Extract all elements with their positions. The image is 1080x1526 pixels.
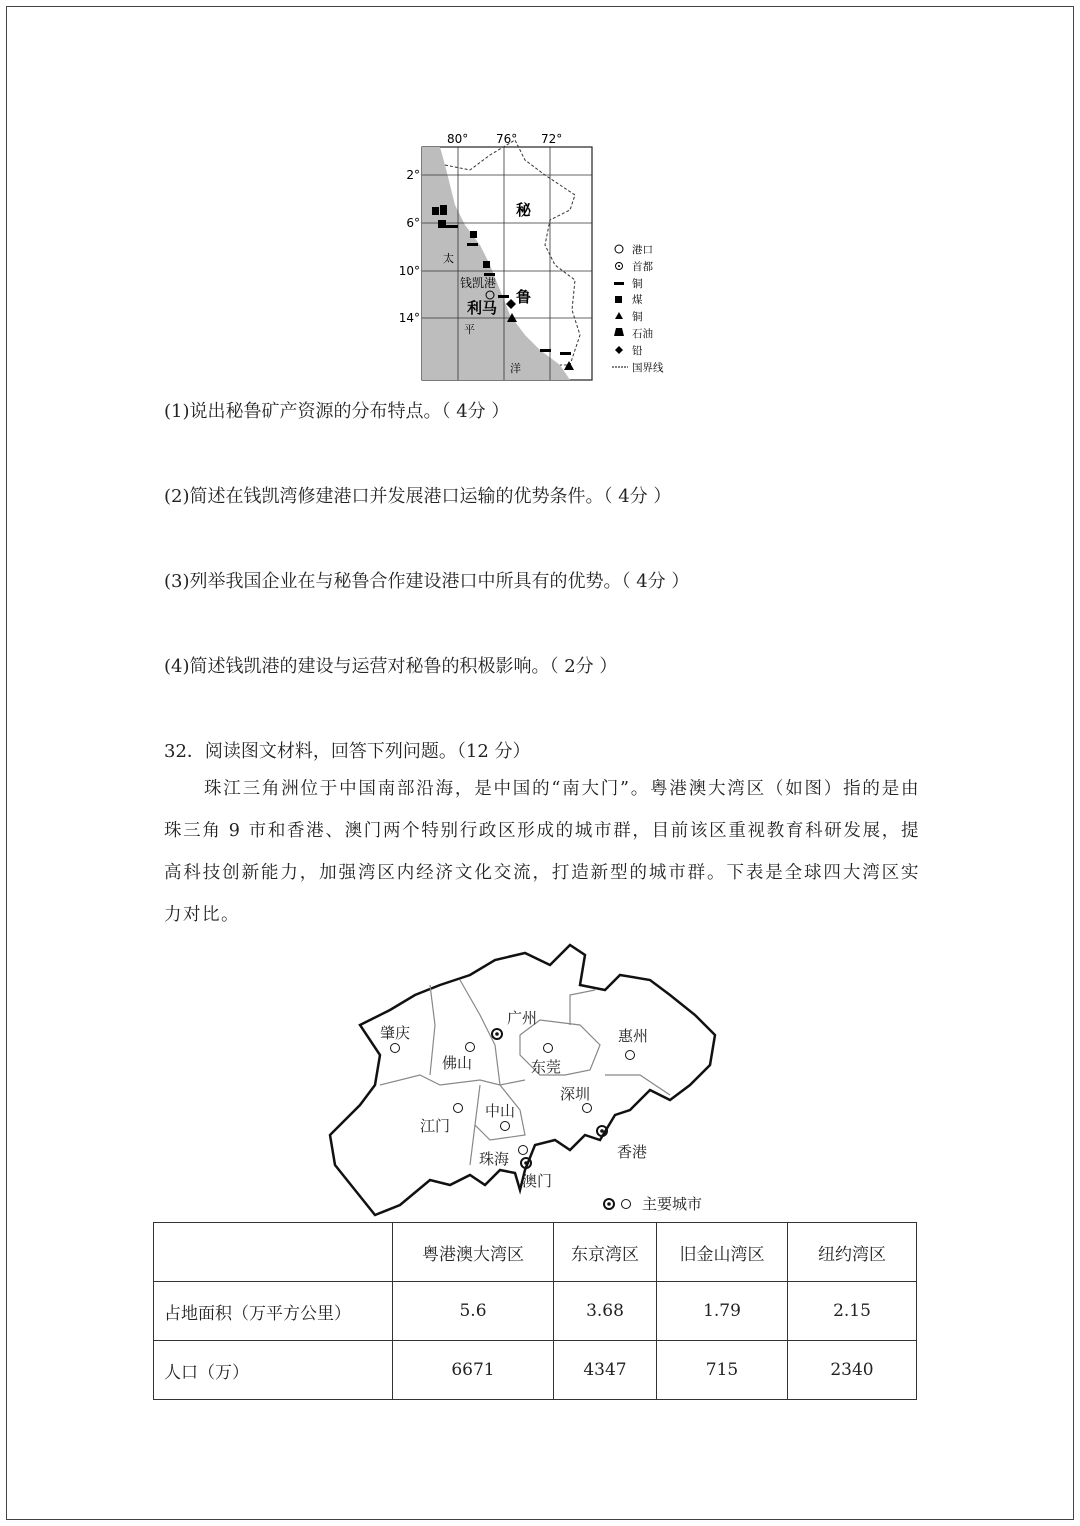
lon-label: 80°: [447, 132, 469, 146]
table-cell: 人口（万）: [154, 1341, 393, 1400]
table-header-cell: 粤港澳大湾区: [393, 1223, 554, 1282]
gba-map: [320, 935, 740, 1220]
lat-label: 10°: [398, 264, 420, 278]
city-label: 佛山: [442, 1054, 473, 1072]
capital-label: 利马: [467, 299, 498, 317]
table-row: [154, 1282, 917, 1341]
city-label: 东莞: [531, 1058, 562, 1076]
bay-area-comparison-table: [153, 1222, 917, 1400]
lat-label: 14°: [398, 311, 420, 325]
lon-label: 76°: [496, 132, 518, 146]
peru-map: [398, 125, 680, 385]
country-label: 秘: [516, 201, 532, 219]
table-cell: 占地面积（万平方公里）: [154, 1282, 393, 1341]
table-row: [154, 1341, 917, 1400]
table-cell: 1.79: [657, 1282, 788, 1341]
legend-label: 铜: [632, 311, 643, 323]
legend-label: 首都: [632, 261, 653, 273]
peru-map-legend: [612, 243, 664, 374]
ocean-label: 洋: [510, 362, 521, 375]
table-cell: 4347: [554, 1341, 657, 1400]
lat-label: 2°: [406, 168, 420, 182]
city-label: 香港: [617, 1143, 648, 1161]
legend-label: 国界线: [632, 362, 664, 374]
city-label: 惠州: [618, 1027, 649, 1045]
city-label: 江门: [420, 1117, 451, 1135]
city-label: 珠海: [479, 1150, 510, 1168]
table-header-cell: 旧金山湾区: [657, 1223, 788, 1282]
legend-label: 煤: [632, 294, 643, 306]
table-cell: 715: [657, 1341, 788, 1400]
question-3: (3)列举我国企业在与秘鲁合作建设港口中所具有的优势。（ 4分 ）: [164, 571, 690, 592]
table-cell: 2.15: [788, 1282, 917, 1341]
city-label: 澳门: [522, 1172, 553, 1190]
question-32-passage: 珠江三角洲位于中国南部沿海，是中国的“南大门”。粤港澳大湾区（如图）指的是由珠三角 9 市和香港、澳门两个特别行政区形成的城市群，目前该区重视教育科研发展，提高科技创新能力，加强湾区内经济文化交流，打造新型的城市群。下表是全球四大湾区实力对比。: [164, 779, 920, 925]
table-header-cell: 纽约湾区: [788, 1223, 917, 1282]
question-32-title: 32．阅读图文材料，回答下列问题。（12 分）: [164, 741, 531, 762]
city-label: 中山: [485, 1102, 516, 1120]
port-label: 钱凯港: [460, 276, 497, 290]
table-cell: 5.6: [393, 1282, 554, 1341]
lon-label: 72°: [541, 132, 563, 146]
table-header-cell: [154, 1223, 393, 1282]
legend-label: 铜: [632, 278, 643, 290]
city-label: 广州: [507, 1009, 538, 1027]
question-4: (4)简述钱凯港的建设与运营对秘鲁的积极影响。（ 2分 ）: [164, 656, 618, 677]
ocean-label: 太: [443, 252, 454, 265]
city-label: 肇庆: [380, 1024, 411, 1042]
legend-label: 港口: [632, 244, 653, 256]
table-cell: 6671: [393, 1341, 554, 1400]
legend-label: 铅: [632, 345, 643, 357]
question-2: (2)简述在钱凯湾修建港口并发展港口运输的优势条件。（ 4分 ）: [164, 486, 672, 507]
lat-label: 6°: [406, 216, 420, 230]
country-label: 鲁: [516, 288, 532, 306]
question-1: (1)说出秘鲁矿产资源的分布特点。（ 4分 ）: [164, 401, 510, 422]
city-label: 深圳: [560, 1085, 591, 1103]
table-header-cell: 东京湾区: [554, 1223, 657, 1282]
legend-label: 石油: [632, 328, 653, 340]
ocean-label: 平: [464, 323, 475, 336]
table-cell: 3.68: [554, 1282, 657, 1341]
table-cell: 2340: [788, 1341, 917, 1400]
table-header-row: [154, 1223, 917, 1282]
map-legend-label: 主要城市: [642, 1195, 703, 1213]
